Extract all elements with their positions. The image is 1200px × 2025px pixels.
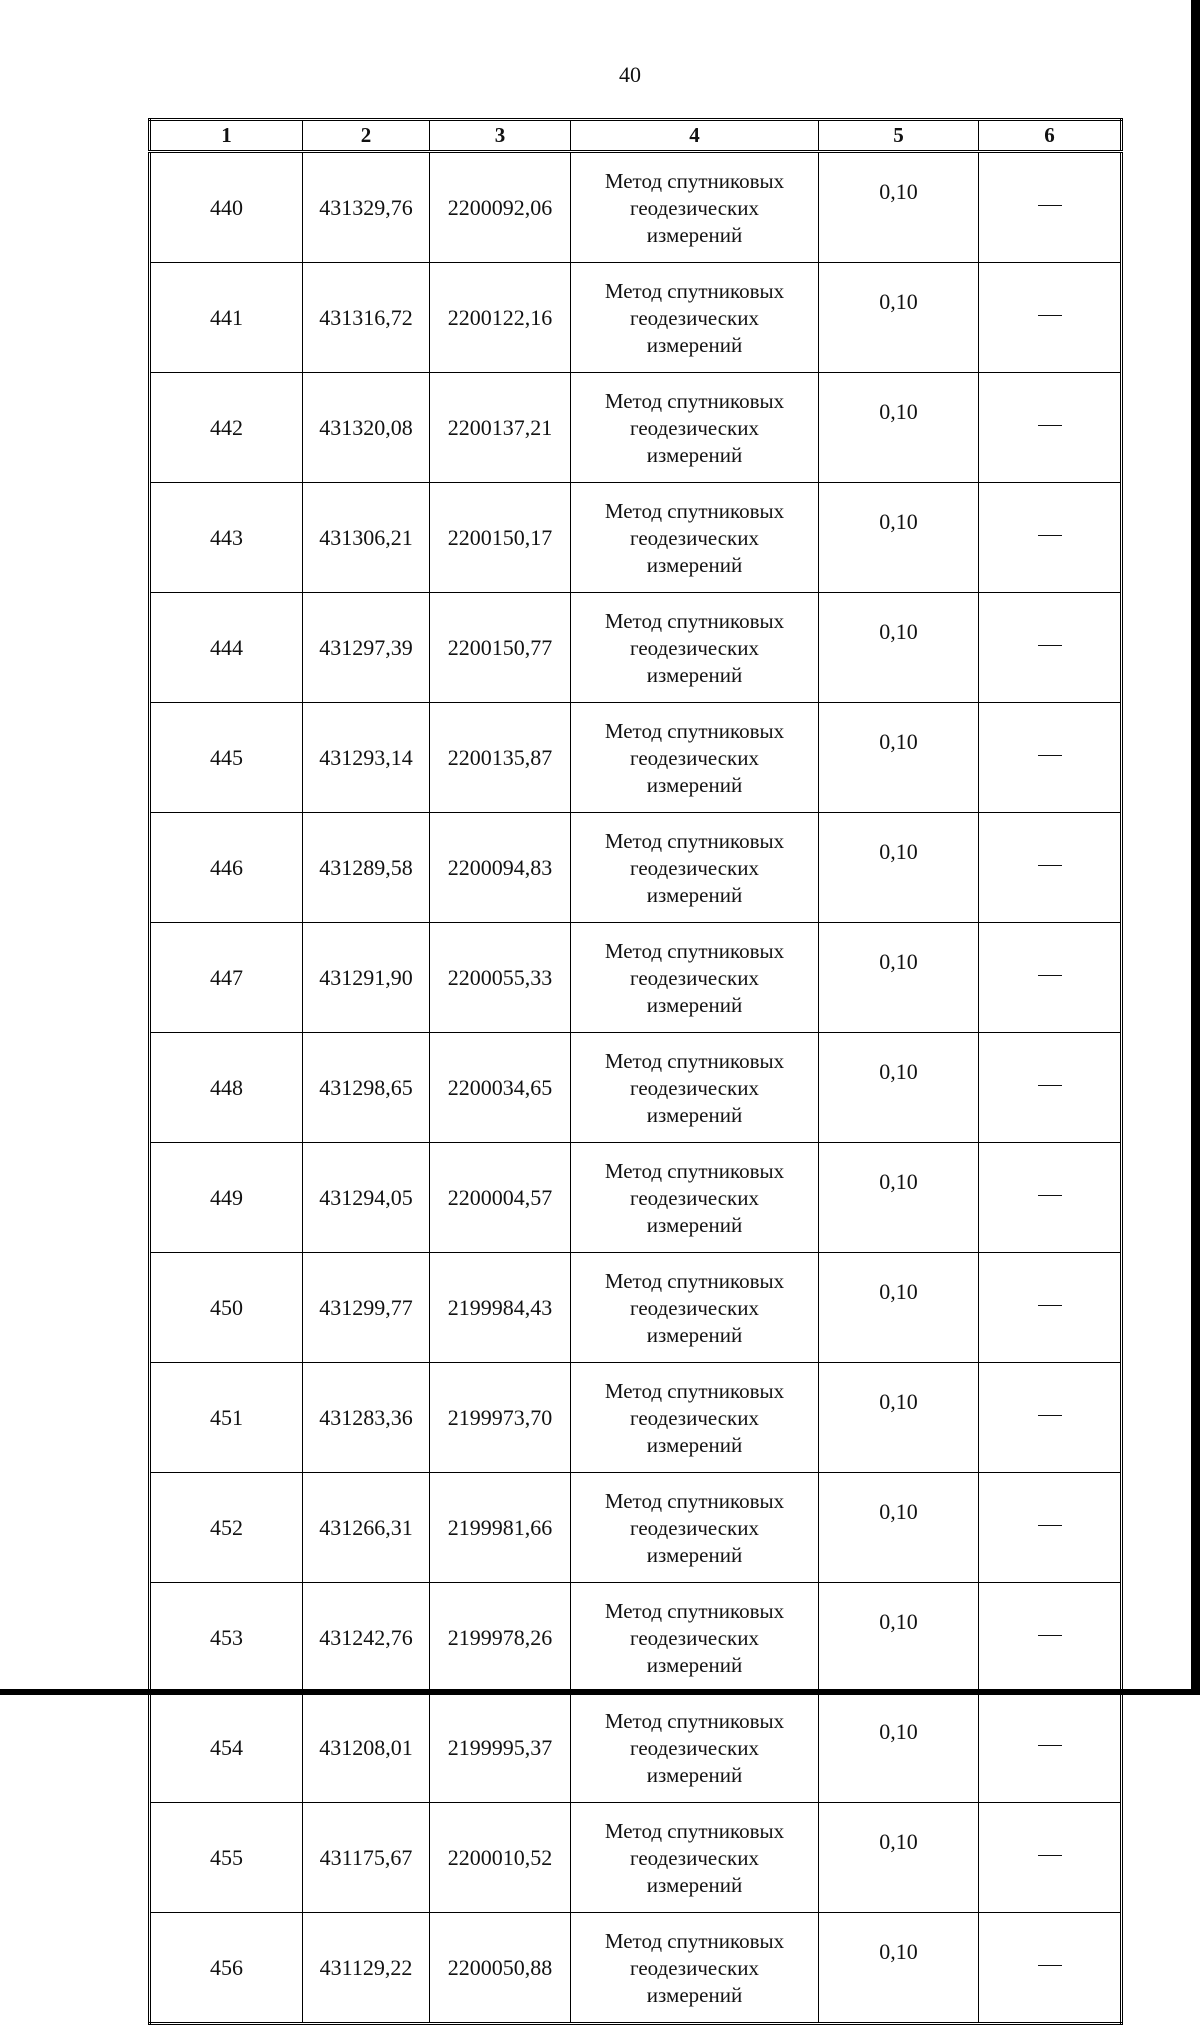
column-header-3: 3	[430, 120, 571, 152]
method-line-1: Метод спутниковых	[604, 939, 785, 963]
x-coordinate-cell: 431320,08	[303, 373, 430, 483]
point-number-cell: 454	[150, 1693, 303, 1803]
point-number-cell: 455	[150, 1803, 303, 1913]
dash-mark	[1038, 755, 1062, 756]
y-coordinate-cell: 2200004,57	[430, 1143, 571, 1253]
method-line-1: Метод спутниковых	[604, 169, 785, 193]
method-line-3: измерений	[646, 1103, 743, 1127]
method-line-2: геодезических	[629, 306, 759, 330]
method-line-1: Метод спутниковых	[604, 499, 785, 523]
accuracy-cell: 0,10	[819, 1363, 979, 1473]
note-cell	[979, 923, 1122, 1033]
method-line-1: Метод спутниковых	[604, 1049, 785, 1073]
method-line-2: геодезических	[629, 1296, 759, 1320]
x-coordinate-cell: 431329,76	[303, 152, 430, 263]
note-cell	[979, 1033, 1122, 1143]
note-cell	[979, 1253, 1122, 1363]
y-coordinate-cell: 2200150,77	[430, 593, 571, 703]
x-coordinate-cell: 431208,01	[303, 1693, 430, 1803]
method-line-3: измерений	[646, 1213, 743, 1237]
method-line-3: измерений	[646, 993, 743, 1017]
y-coordinate-cell: 2199981,66	[430, 1473, 571, 1583]
table-row	[150, 373, 1122, 483]
note-cell	[979, 152, 1122, 263]
x-coordinate-cell: 431297,39	[303, 593, 430, 703]
method-line-3: измерений	[646, 773, 743, 797]
point-number-cell: 448	[150, 1033, 303, 1143]
note-cell	[979, 1363, 1122, 1473]
method-line-3: измерений	[646, 1543, 743, 1567]
method-line-1: Метод спутниковых	[604, 1269, 785, 1293]
note-cell	[979, 1693, 1122, 1803]
point-number-cell: 443	[150, 483, 303, 593]
table-row	[150, 703, 1122, 813]
table-row	[150, 1803, 1122, 1913]
dash-mark	[1038, 1745, 1062, 1746]
note-cell	[979, 593, 1122, 703]
note-cell	[979, 263, 1122, 373]
y-coordinate-cell: 2200050,88	[430, 1913, 571, 2024]
method-cell	[571, 373, 819, 483]
y-coordinate-cell: 2199978,26	[430, 1583, 571, 1693]
header-row	[150, 120, 1122, 152]
method-line-1: Метод спутниковых	[604, 1709, 785, 1733]
y-coordinate-cell: 2200137,21	[430, 373, 571, 483]
dash-mark	[1038, 1525, 1062, 1526]
table-row	[150, 263, 1122, 373]
method-line-2: геодезических	[629, 1626, 759, 1650]
method-line-3: измерений	[646, 1763, 743, 1787]
page-number: 40	[619, 62, 641, 87]
table-row	[150, 923, 1122, 1033]
accuracy-cell: 0,10	[819, 1693, 979, 1803]
dash-mark	[1038, 535, 1062, 536]
method-line-2: геодезических	[629, 1186, 759, 1210]
column-header-5: 5	[819, 120, 979, 152]
table-row	[150, 1913, 1122, 2024]
table-row	[150, 593, 1122, 703]
page-edge-right	[1191, 0, 1200, 1695]
method-line-2: геодезических	[629, 1846, 759, 1870]
method-line-2: геодезических	[629, 526, 759, 550]
accuracy-cell: 0,10	[819, 593, 979, 703]
method-line-1: Метод спутниковых	[604, 1159, 785, 1183]
table-row	[150, 1363, 1122, 1473]
dash-mark	[1038, 205, 1062, 206]
dash-mark	[1038, 645, 1062, 646]
method-line-1: Метод спутниковых	[604, 1929, 785, 1953]
x-coordinate-cell: 431294,05	[303, 1143, 430, 1253]
x-coordinate-cell: 431298,65	[303, 1033, 430, 1143]
accuracy-cell: 0,10	[819, 1473, 979, 1583]
method-line-2: геодезических	[629, 1076, 759, 1100]
method-cell	[571, 152, 819, 263]
x-coordinate-cell: 431291,90	[303, 923, 430, 1033]
point-number-cell: 450	[150, 1253, 303, 1363]
method-cell	[571, 1253, 819, 1363]
table-row	[150, 1473, 1122, 1583]
note-cell	[979, 483, 1122, 593]
method-line-2: геодезических	[629, 1406, 759, 1430]
y-coordinate-cell: 2200122,16	[430, 263, 571, 373]
y-coordinate-cell: 2200094,83	[430, 813, 571, 923]
note-cell	[979, 1913, 1122, 2024]
y-coordinate-cell: 2199995,37	[430, 1693, 571, 1803]
method-line-1: Метод спутниковых	[604, 389, 785, 413]
column-header-4: 4	[571, 120, 819, 152]
method-line-1: Метод спутниковых	[604, 1819, 785, 1843]
method-cell	[571, 1033, 819, 1143]
x-coordinate-cell: 431242,76	[303, 1583, 430, 1693]
method-line-3: измерений	[646, 1323, 743, 1347]
accuracy-cell: 0,10	[819, 373, 979, 483]
method-cell	[571, 1913, 819, 2024]
table-row	[150, 483, 1122, 593]
table-row	[150, 1583, 1122, 1693]
table-row	[150, 152, 1122, 263]
accuracy-cell: 0,10	[819, 1803, 979, 1913]
method-line-1: Метод спутниковых	[604, 1599, 785, 1623]
method-line-3: измерений	[646, 1873, 743, 1897]
method-cell	[571, 1363, 819, 1473]
table-row	[150, 1033, 1122, 1143]
method-line-3: измерений	[646, 1433, 743, 1457]
y-coordinate-cell: 2200092,06	[430, 152, 571, 263]
column-header-1: 1	[150, 120, 303, 152]
coordinates-table-wrapper	[148, 118, 1120, 2025]
method-line-3: измерений	[646, 553, 743, 577]
method-line-1: Метод спутниковых	[604, 279, 785, 303]
dash-mark	[1038, 1635, 1062, 1636]
method-line-3: измерений	[646, 223, 743, 247]
point-number-cell: 453	[150, 1583, 303, 1693]
x-coordinate-cell: 431289,58	[303, 813, 430, 923]
x-coordinate-cell: 431129,22	[303, 1913, 430, 2024]
x-coordinate-cell: 431293,14	[303, 703, 430, 813]
method-line-2: геодезических	[629, 1736, 759, 1760]
table-body	[150, 152, 1122, 2024]
table-row	[150, 1253, 1122, 1363]
method-line-2: геодезических	[629, 416, 759, 440]
method-line-2: геодезических	[629, 636, 759, 660]
point-number-cell: 456	[150, 1913, 303, 2024]
y-coordinate-cell: 2200135,87	[430, 703, 571, 813]
x-coordinate-cell: 431283,36	[303, 1363, 430, 1473]
dash-mark	[1038, 315, 1062, 316]
column-header-6: 6	[979, 120, 1122, 152]
dash-mark	[1038, 1965, 1062, 1966]
method-line-3: измерений	[646, 1983, 743, 2007]
y-coordinate-cell: 2200010,52	[430, 1803, 571, 1913]
table-header	[150, 120, 1122, 152]
point-number-cell: 451	[150, 1363, 303, 1473]
method-cell	[571, 1803, 819, 1913]
point-number-cell: 442	[150, 373, 303, 483]
accuracy-cell: 0,10	[819, 813, 979, 923]
note-cell	[979, 373, 1122, 483]
point-number-cell: 452	[150, 1473, 303, 1583]
method-line-3: измерений	[646, 1653, 743, 1677]
y-coordinate-cell: 2199973,70	[430, 1363, 571, 1473]
note-cell	[979, 703, 1122, 813]
point-number-cell: 449	[150, 1143, 303, 1253]
method-line-1: Метод спутниковых	[604, 719, 785, 743]
method-line-1: Метод спутниковых	[604, 1489, 785, 1513]
dash-mark	[1038, 1305, 1062, 1306]
y-coordinate-cell: 2200150,17	[430, 483, 571, 593]
method-line-2: геодезических	[629, 746, 759, 770]
point-number-cell: 441	[150, 263, 303, 373]
table-row	[150, 1143, 1122, 1253]
note-cell	[979, 1583, 1122, 1693]
accuracy-cell: 0,10	[819, 152, 979, 263]
method-line-2: геодезических	[629, 1956, 759, 1980]
point-number-cell: 445	[150, 703, 303, 813]
x-coordinate-cell: 431299,77	[303, 1253, 430, 1363]
dash-mark	[1038, 865, 1062, 866]
accuracy-cell: 0,10	[819, 263, 979, 373]
method-line-2: геодезических	[629, 966, 759, 990]
accuracy-cell: 0,10	[819, 1143, 979, 1253]
coordinates-table	[148, 118, 1123, 2025]
note-cell	[979, 1473, 1122, 1583]
accuracy-cell: 0,10	[819, 923, 979, 1033]
dash-mark	[1038, 1085, 1062, 1086]
method-cell	[571, 1143, 819, 1253]
dash-mark	[1038, 1855, 1062, 1856]
method-cell	[571, 1693, 819, 1803]
point-number-cell: 447	[150, 923, 303, 1033]
method-cell	[571, 1473, 819, 1583]
y-coordinate-cell: 2200055,33	[430, 923, 571, 1033]
method-line-2: геодезических	[629, 1516, 759, 1540]
dash-mark	[1038, 425, 1062, 426]
dash-mark	[1038, 1415, 1062, 1416]
point-number-cell: 444	[150, 593, 303, 703]
x-coordinate-cell: 431266,31	[303, 1473, 430, 1583]
dash-mark	[1038, 1195, 1062, 1196]
note-cell	[979, 1803, 1122, 1913]
accuracy-cell: 0,10	[819, 1913, 979, 2024]
point-number-cell: 446	[150, 813, 303, 923]
dash-mark	[1038, 975, 1062, 976]
accuracy-cell: 0,10	[819, 1583, 979, 1693]
method-cell	[571, 483, 819, 593]
method-line-1: Метод спутниковых	[604, 1379, 785, 1403]
method-cell	[571, 703, 819, 813]
method-line-3: измерений	[646, 443, 743, 467]
method-line-3: измерений	[646, 663, 743, 687]
y-coordinate-cell: 2199984,43	[430, 1253, 571, 1363]
x-coordinate-cell: 431316,72	[303, 263, 430, 373]
y-coordinate-cell: 2200034,65	[430, 1033, 571, 1143]
method-line-1: Метод спутниковых	[604, 829, 785, 853]
column-header-2: 2	[303, 120, 430, 152]
x-coordinate-cell: 431175,67	[303, 1803, 430, 1913]
accuracy-cell: 0,10	[819, 1253, 979, 1363]
accuracy-cell: 0,10	[819, 483, 979, 593]
method-cell	[571, 263, 819, 373]
method-cell	[571, 1583, 819, 1693]
note-cell	[979, 813, 1122, 923]
method-cell	[571, 813, 819, 923]
method-line-3: измерений	[646, 883, 743, 907]
point-number-cell: 440	[150, 152, 303, 263]
method-cell	[571, 593, 819, 703]
x-coordinate-cell: 431306,21	[303, 483, 430, 593]
accuracy-cell: 0,10	[819, 1033, 979, 1143]
method-line-2: геодезических	[629, 856, 759, 880]
method-line-3: измерений	[646, 333, 743, 357]
method-cell	[571, 923, 819, 1033]
method-line-1: Метод спутниковых	[604, 609, 785, 633]
accuracy-cell: 0,10	[819, 703, 979, 813]
note-cell	[979, 1143, 1122, 1253]
table-row	[150, 1693, 1122, 1803]
table-row	[150, 813, 1122, 923]
method-line-2: геодезических	[629, 196, 759, 220]
